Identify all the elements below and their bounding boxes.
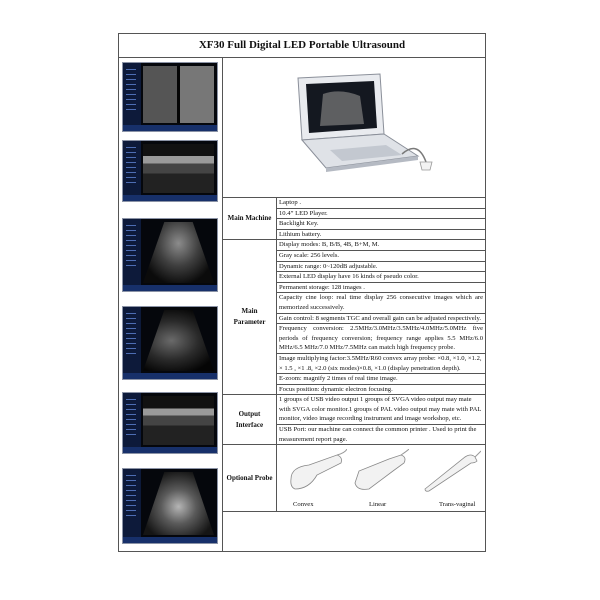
spec-row: Image multiplying factor:3.5MHz/R60 convex array probe: ×0.8, ×1.0, ×1.2, × 1.5 , ×1 .8, ×2.0 (six modes)×0.8, ×1.0 (display penetration depth). xyxy=(277,353,486,373)
spec-row: Backlight Key. xyxy=(277,219,486,230)
spec-row: Dynamic range: 0~120dB adjustable. xyxy=(277,261,486,272)
ultrasound-scan-image xyxy=(122,218,218,292)
category-main-parameter: Main Parameter xyxy=(223,240,277,395)
convex-probe-icon xyxy=(287,449,347,495)
ultrasound-scan-image xyxy=(122,62,218,132)
scan-gallery xyxy=(119,58,223,551)
document-title: XF30 Full Digital LED Portable Ultrasound xyxy=(119,34,485,58)
category-optional-probe: Optional Probe xyxy=(223,445,277,512)
product-photo xyxy=(223,58,485,198)
spec-row: Permanent storage: 128 images . xyxy=(277,282,486,293)
probe-label-convex: Convex xyxy=(293,500,314,508)
ultrasound-scan-image xyxy=(122,306,218,380)
probe-label-linear: Linear xyxy=(369,500,387,508)
spec-row: Capacity cine loop: real time display 256 consecutive images which are memorized successively. xyxy=(277,293,486,313)
category-output-interface: Output Interface xyxy=(223,395,277,445)
spec-row: Gray scale: 256 levels. xyxy=(277,250,486,261)
spec-row: Focus position: dynamic electron focusing. xyxy=(277,384,486,395)
spec-row: Display modes: B, B/B, 4B, B+M, M. xyxy=(277,240,486,251)
spec-row: USB Port: our machine can connect the common printer . Used to print the measurement report page. xyxy=(277,425,486,445)
portable-ultrasound-laptop-icon xyxy=(268,70,438,180)
spec-row: Gain control: 8 segments TGC and overall gain can be adjusted respectively. xyxy=(277,313,486,324)
spec-sheet xyxy=(118,33,486,552)
specification-table xyxy=(223,198,485,512)
ultrasound-scan-image xyxy=(122,140,218,202)
ultrasound-scan-image xyxy=(122,468,218,544)
spec-row: Frequency conversion: 2.5MHz/3.0MHz/3.5MHz/4.0MHz/5.0MHz five periods of frequency conversion; frequency range applies 5.5 MHz/6.0 MHz/6.5 MHz/7.0 MHz/7.5MHz can match high frequency probe. xyxy=(277,324,486,354)
probe-cell xyxy=(277,445,486,512)
spec-row: 10.4” LED Player. xyxy=(277,208,486,219)
spec-row: Lithium battery. xyxy=(277,229,486,240)
trans-vaginal-probe-icon xyxy=(421,449,481,495)
category-main-machine: Main Machine xyxy=(223,198,277,240)
ultrasound-scan-image xyxy=(122,392,218,454)
linear-probe-icon xyxy=(349,449,409,495)
spec-row: Laptop . xyxy=(277,198,486,208)
probe-label-trans-vaginal: Trans-vaginal xyxy=(439,500,476,508)
spec-row: E-zoom: magnify 2 times of real time image. xyxy=(277,374,486,385)
spec-row: External LED display have 16 kinds of pseudo color. xyxy=(277,272,486,283)
spec-row: 1 groups of USB video output 1 groups of SVGA video output may mate with SVGA color monitor.1 groups of PAL video output may mate with PAL monitor, video image recording instrument and image workshop, etc. xyxy=(277,395,486,425)
